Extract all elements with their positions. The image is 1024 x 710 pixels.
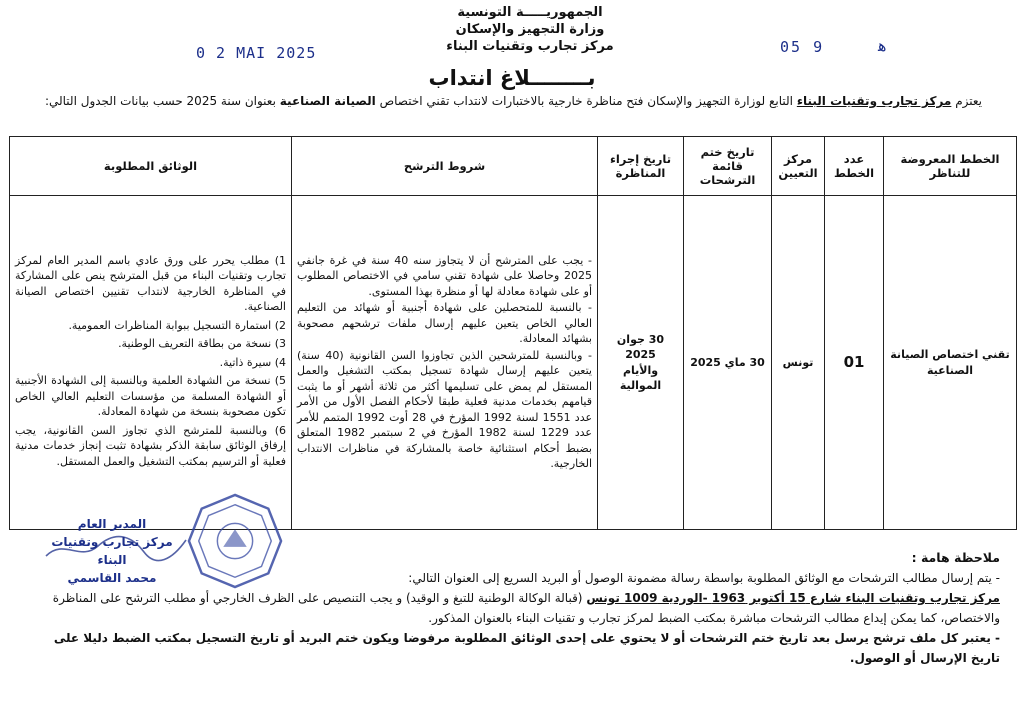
reference-number-stamp: 05‎ ‎9 [780,38,825,56]
document-item: 1) مطلب يحرر على ورق عادي باسم المدير العام لمركز تجارب وتقنيات البناء من قبل المترشح ينص على المشاركة في المناظرة الخارجية لانتداب تقنيين اختصاص الصيانة الصناعية. [15,253,286,314]
republic-line: الجمهوريـــــة التونسية [457,5,603,20]
intro-specialty: الصيانة الصناعية [279,94,376,108]
cell-place: تونس [772,196,825,530]
document-item: 4) سيرة ذاتية. [219,355,286,369]
header-close-date: تاريخ ختم قائمة الترشحات [684,137,772,196]
condition-item: - يجب على المترشح أن لا يتجاوز سنه 40 سنة في غرة جانفي 2025 وحاصلا على شهادة تقني سامي في الاختصاص المطلوب أو على شهادة معادلة لها أو منظرة بهذا المستوى. [297,253,592,298]
header-plan: الخطط المعروضة للتناظر [884,137,1017,196]
recruitment-table [9,136,1017,530]
signatory-role: المدير العام [77,517,147,531]
header-count: عدد الخطط [825,137,884,196]
letterhead [380,4,680,55]
cell-count: 01 [825,196,884,530]
page-title: بــــــــلاغ انتداب [428,66,596,90]
intro-part-5: بعنوان سنة 2025 حسب بيانات الجدول التالي: [44,94,276,108]
notes-address-block [24,588,1000,628]
intro-part-1: يعتزم [955,94,982,108]
ministry-line: وزارة التجهيز والإسكان [455,22,605,37]
table-row [10,196,1017,530]
header-documents: الوثائق المطلوبة [10,137,292,196]
important-notes [24,548,1000,668]
initials-mark: ﻫ [878,36,887,55]
exam-date-day: 30 جوان [616,332,665,346]
document-item: 6) وبالنسبة للمترشح الذي تجاوز السن القانونية، يجب إرفاق الوثائق سابقة الذكر بشهادة تثبت إنجاز خدمات مدنية فعلية أو الترسيم بمكتب التشغيل والعمل المستقل. [15,423,286,468]
notes-address: مركز تجارب وتقنيات البناء شارع 15 أكتوبر 1963 -الوردية 1009 تونس [586,591,1000,605]
exam-date-year: 2025 [625,348,656,361]
notes-line-2: (قبالة الوكالة الوطنية للتبغ و الوقيد) و يجب التنصيص على الظرف الخارجي أو مطلب الترشح على المناظرة والاختصاص، كما يمكن إيداع مطالب الترشحات مباشرة بمكتب الضبط لمركز تجارب و تقنيات البناء بالعنوان المذكور. [52,591,1000,625]
cell-exam-date [598,196,684,530]
notes-line-3: - يعتبر كل ملف ترشح يرسل بعد تاريخ ختم الترشحات أو لا يحتوي على إحدى الوثائق المطلوبة مرفوضا ويكون ختم البريد أو تاريخ التسجيل بمكتب الضبط دليلا على تاريخ الإرسال أو الوصول. [53,631,1000,665]
exam-date-following: والأيام الموالية [619,363,662,392]
intro-paragraph [40,94,982,109]
document-item: 2) استمارة التسجيل ببوابة المناظرات العمومية. [68,318,286,332]
notes-heading: ملاحظة هامة : [911,550,1000,565]
header-exam-date: تاريخ إجراء المناظرة [598,137,684,196]
cell-conditions [292,196,598,530]
notes-line-1: - يتم إرسال مطالب الترشحات مع الوثائق المطلوبة بواسطة رسالة مضمونة الوصول أو البريد السريع إلى العنوان التالي: [408,571,1000,585]
cell-documents [10,196,292,530]
signatory-organization: مركز تجارب وتقنيات البناء [51,535,173,567]
document-item: 3) نسخة من بطاقة التعريف الوطنية. [118,337,286,351]
date-stamp: 0 2 MAI 2025 [196,44,317,62]
condition-item: - وبالنسبة للمترشحين الذين تجاوزوا السن القانونية (40 سنة) يتعين عليهم إرسال شهادة تسجيل بمكتب التشغيل والعمل المستقل لم يمض على تسليمها أكثر من ثلاثة أشهر أو ما يثبت قيامهم بخدمات مدنية فعلية طبقا لأحكام الفصل الأول من الأمر عدد 1551 لسنة 1992 المؤرخ في 28 أوت 1992 المتمم للأمر عدد 1229 لسنة 1982 المؤرخ في 2 سبتمبر 1982 المتعلق بضبط أحكام استثنائية خاصة بالمشاركة في مناظرات الانتداب الخارجية. [297,348,593,470]
center-line: مركز تجارب وتقنيات البناء [446,39,614,54]
cell-close-date: 30 ماي 2025 [684,196,772,530]
cell-plan: تقني اختصاص الصيانة الصناعية [884,196,1017,530]
table-header-row [10,137,1017,196]
intro-part-3: التابع لوزارة التجهيز والإسكان فتح مناظرة خارجية بالاختبارات لانتداب تقني اختصاص [379,94,793,108]
document-item: 5) نسخة من الشهادة العلمية وبالنسبة إلى الشهادة الأجنبية أو الشهادة المسلمة من مؤسسات التعليم العالي الخاص تكون مصحوبة بنسخة من شهادة المعادلة. [15,374,286,419]
signatory-name: محمد القاسمي [67,571,157,585]
intro-center-name: مركز تجارب وتقنيات البناء [796,94,952,108]
header-place: مركز التعيين [772,137,825,196]
header-conditions: شروط الترشح [292,137,598,196]
condition-item: - بالنسبة للمتحصلين على شهادة أجنبية أو شهائد من التعليم العالي الخاص يتعين عليهم إرسال ملفات ترشحهم مصحوبة بشهائد المعادلة. [297,301,592,345]
